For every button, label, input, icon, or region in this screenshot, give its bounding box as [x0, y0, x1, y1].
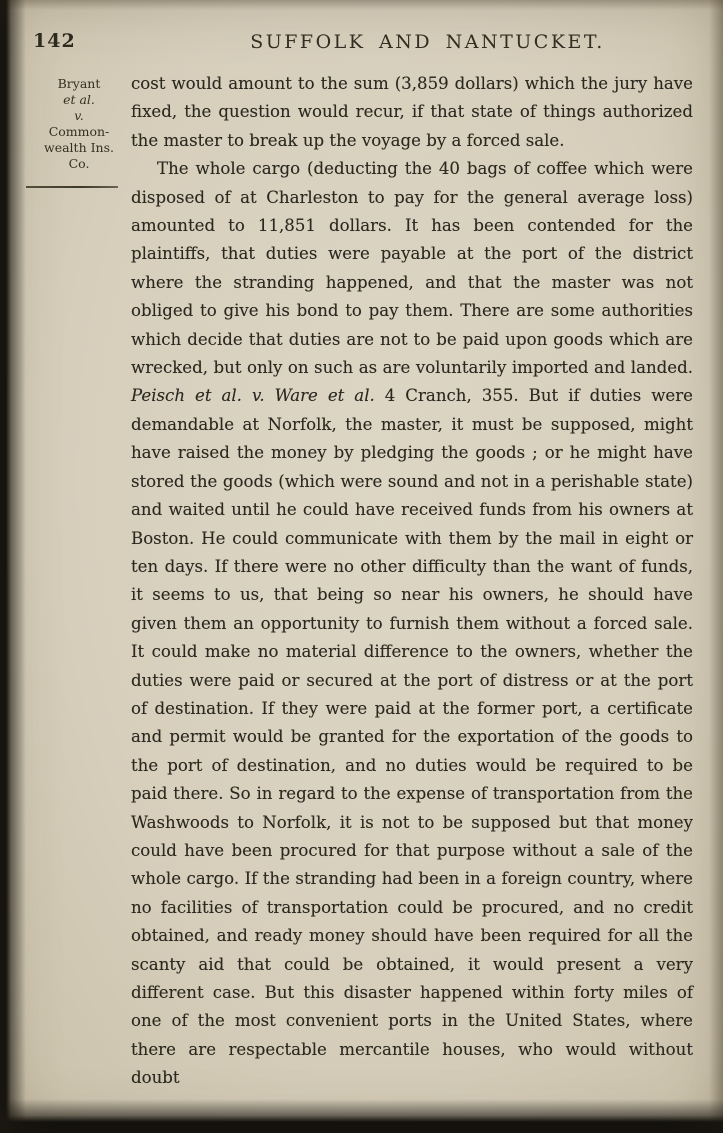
running-title: SUFFOLK AND NANTUCKET.	[250, 31, 605, 53]
paragraph-continuation: cost would amount to the sum (3,859 dollars) which the jury have fixed, the question would recur, if that state of things authorized the master to break up the voyage by a forced sale.	[131, 74, 693, 150]
sidenote-line: v.	[74, 108, 84, 123]
sidenote-line: Common-	[48, 124, 110, 139]
sidenote-line: et al.	[63, 92, 95, 107]
page-header	[0, 30, 723, 60]
page-number: 142	[33, 30, 76, 52]
sidenote-line: Bryant	[57, 76, 101, 91]
paragraph-text: 4 Cranch, 355. But if duties were demandable at Norfolk, the master, it must be supposed, might have raised the money by pledging the goods ; or he might have stored the goods (which were sound and not in a perishable state) and waited until he could have received funds from his owners at Boston. He could communicate with them by the mail in eight or ten days. If there were no other difficulty than the want of funds, it seems to us, that being so near his owners, he should have given them an opportunity to furnish them without a forced sale. It could make no material difference to the owners, whether the duties were paid or secured at the port of distress or at the port of destination. If they were paid at the former port, a certificate and permit would be granted for the exportation of the goods to the port of destination, and no duties would be required to be paid there. So in regard to the expense of transportation from the Washwoods to Norfolk, it is not to be supposed but that money could have been procured for that purpose without a sale of the whole cargo. If the stranding had been in a foreign country, where no facilities of transportation could be procured, and no credit obtained, and ready money should have been required for all the scanty aid that could be obtained, it would present a very different case. But this disaster happened within forty miles of one of the most convenient ports in the United States, where there are respectable mercantile houses, who would without doubt	[131, 386, 693, 1088]
sidenote-line: wealth Ins.	[44, 140, 114, 155]
body-text	[131, 70, 693, 1093]
case-sidenote	[28, 76, 130, 172]
sidenote-rule	[26, 186, 118, 188]
sidenote-line: Co.	[68, 156, 90, 171]
paragraph-text: The whole cargo (deducting the 40 bags of coffee which were disposed of at Charleston to pay for the general average loss) amounted to 11,851 dollars. It has been contended for the plaintiffs, that duties were payable at the port of the district where the stranding happened, and that the master was not obliged to give his bond to pay them. There are some authorities which decide that duties are not to be paid upon goods which are wrecked, but only on such as are voluntarily imported and landed.	[131, 159, 693, 378]
paragraph	[131, 155, 693, 1092]
case-citation: Peisch et al. v. Ware et al.	[131, 386, 375, 406]
